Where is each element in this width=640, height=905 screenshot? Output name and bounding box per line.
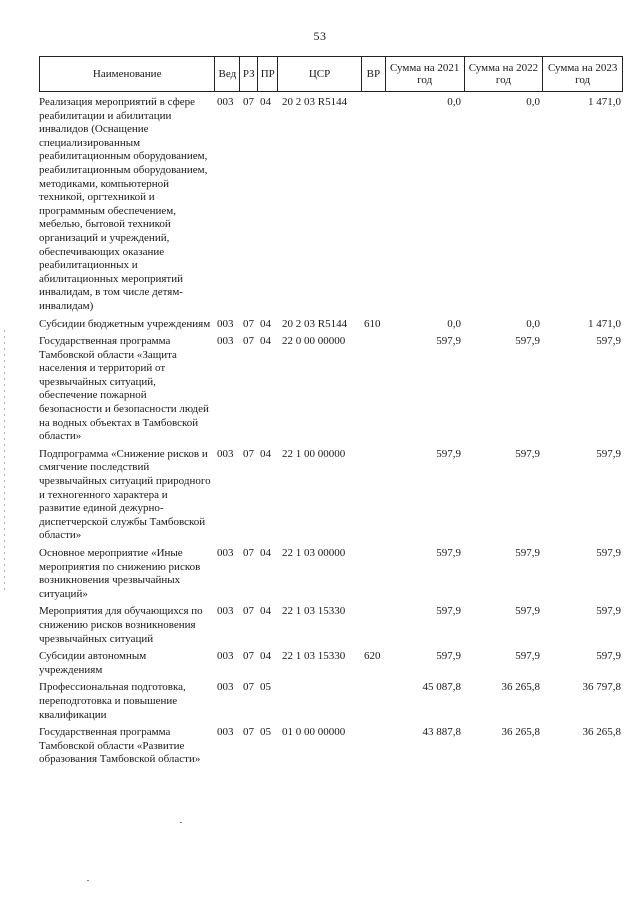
row-sum-2023: 597,9: [596, 547, 621, 559]
table-header: [39, 56, 623, 92]
row-rz: 07: [243, 96, 254, 108]
row-vr: [362, 726, 386, 767]
header-sum-2023: Сумма на 2023 год: [547, 62, 618, 86]
row-ved: 003: [217, 447, 234, 460]
row-sum-2023: 597,9: [596, 605, 621, 618]
row-vr: [362, 335, 386, 444]
row-rz: 07: [243, 681, 254, 694]
scan-speck: [180, 822, 182, 823]
row-vr: [362, 605, 386, 646]
row-pr: 04: [260, 547, 271, 559]
row-sum-2023: 597,9: [596, 447, 621, 460]
row-sum-2021: 597,9: [436, 335, 461, 348]
row-name: Мероприятия для обучающихся по снижению рисков возникновения чрезвычайных ситуаций: [39, 605, 203, 645]
table-row: [39, 547, 623, 601]
row-vr: [362, 448, 386, 543]
scan-speck: [87, 880, 89, 881]
row-sum-2021: 45 087,8: [422, 681, 461, 694]
row-sum-2023: 597,9: [596, 335, 621, 348]
row-sum-2022: 597,9: [515, 447, 540, 460]
row-pr: 04: [260, 605, 271, 618]
row-rz: 07: [243, 317, 254, 330]
row-ved: 003: [217, 681, 234, 694]
row-name: Субсидии бюджетным учреждениям: [39, 317, 211, 330]
row-sum-2022: 597,9: [515, 547, 540, 559]
row-sum-2021: 0,0: [447, 96, 461, 108]
row-sum-2022: 597,9: [515, 650, 540, 663]
row-rz: 07: [243, 726, 254, 739]
row-vr: 620: [364, 650, 381, 663]
page-number: 53: [313, 29, 327, 43]
header-ved: Вед: [215, 57, 240, 91]
row-pr: 04: [260, 447, 271, 460]
row-name: Государственная программа Тамбовской области «Защита населения и территорий от чрезвычайных ситуаций, обеспечение пожарной безопасности и безопасности людей на водных объектах в Тамбовской области»: [39, 335, 209, 443]
budget-table-body: [39, 96, 623, 771]
row-pr: 04: [260, 335, 271, 348]
row-rz: 07: [243, 547, 254, 559]
table-row: [39, 335, 623, 444]
header-name: Наименование: [40, 57, 215, 91]
row-csr: [278, 681, 362, 722]
row-pr: 05: [260, 726, 271, 739]
header-rz: РЗ: [240, 57, 258, 91]
table-row: [39, 726, 623, 767]
header-sum-2022: Сумма на 2022 год: [465, 57, 544, 91]
row-sum-2022: 0,0: [526, 317, 540, 330]
table-row: [39, 681, 623, 722]
row-csr: 22 1 03 00000: [282, 547, 346, 559]
row-name: Основное мероприятие «Иные мероприятия по снижению рисков возникновения чрезвычайных ситуаций»: [39, 547, 201, 600]
row-ved: 003: [217, 547, 234, 559]
row-sum-2023: 36 265,8: [582, 726, 621, 739]
row-rz: 07: [243, 650, 254, 663]
row-name: Субсидии автономным учреждениям: [39, 650, 147, 676]
row-rz: 07: [243, 447, 254, 460]
row-pr: 04: [260, 317, 271, 330]
row-csr: 01 0 00 00000: [282, 726, 346, 739]
row-vr: [362, 681, 386, 722]
row-sum-2021: 597,9: [436, 605, 461, 618]
row-csr: 20 2 03 R5144: [282, 317, 348, 330]
table-row: [39, 650, 623, 677]
table-row: [39, 318, 623, 332]
row-rz: 07: [243, 605, 254, 618]
row-pr: 04: [260, 650, 271, 663]
row-csr: 22 1 03 15330: [282, 650, 346, 663]
row-csr: 22 1 03 15330: [282, 605, 346, 618]
row-pr: 05: [260, 681, 271, 694]
row-vr: [362, 547, 386, 601]
row-ved: 003: [217, 726, 234, 739]
row-csr: 20 2 03 R5144: [282, 96, 348, 108]
row-vr: [362, 96, 386, 314]
row-ved: 003: [217, 317, 234, 330]
row-sum-2022: 597,9: [515, 335, 540, 348]
row-sum-2021: 43 887,8: [422, 726, 461, 739]
row-csr: 22 0 00 00000: [282, 335, 346, 348]
row-name: Подпрограмма «Снижение рисков и смягчение последствий чрезвычайных ситуаций природного и техногенного характера и развитие единой дежурно-диспетчерской службы Тамбовской области»: [39, 447, 211, 542]
row-sum-2022: 36 265,8: [501, 681, 540, 694]
row-vr: 610: [364, 317, 381, 330]
scan-edge-artifact: [4, 330, 5, 590]
row-ved: 003: [217, 605, 234, 618]
row-sum-2021: 597,9: [436, 447, 461, 460]
row-rz: 07: [243, 335, 254, 348]
row-ved: 003: [217, 335, 234, 348]
table-row: [39, 448, 623, 543]
row-sum-2022: 597,9: [515, 605, 540, 618]
row-sum-2023: 597,9: [596, 650, 621, 663]
row-sum-2022: 0,0: [526, 96, 540, 108]
row-pr: 04: [260, 96, 271, 108]
row-name: Профессиональная подготовка, переподготовка и повышение квалификации: [39, 681, 186, 721]
row-ved: 003: [217, 96, 234, 108]
row-name: Реализация мероприятий в сфере реабилитации и абилитации инвалидов (Оснащение специализированным реабилитационным оборудованием, реабилитационным оборудованием, методиками, компьютерной техникой, оргтехникой и программным обеспечением, мебелью, бытовой техникой организаций и учреждений, обеспечивающих оказание реабилитационных и абилитационных мероприятий инвалидам, в том числе детям-инвалидам): [39, 96, 208, 312]
table-row: [39, 96, 623, 314]
row-sum-2023: 36 797,8: [582, 681, 621, 694]
row-sum-2021: 597,9: [436, 650, 461, 663]
row-csr: 22 1 00 00000: [282, 447, 346, 460]
row-sum-2023: 1 471,0: [588, 317, 621, 330]
header-sum-2021: Сумма на 2021 год: [386, 57, 465, 91]
row-sum-2022: 36 265,8: [501, 726, 540, 739]
header-vr: ВР: [362, 57, 386, 91]
row-sum-2023: 1 471,0: [588, 96, 621, 108]
header-pr: ПР: [258, 57, 278, 91]
row-sum-2021: 0,0: [447, 317, 461, 330]
row-name: Государственная программа Тамбовской области «Развитие образования Тамбовской области»: [39, 726, 201, 766]
row-sum-2021: 597,9: [436, 547, 461, 559]
row-ved: 003: [217, 650, 234, 663]
table-row: [39, 605, 623, 646]
header-csr: ЦСР: [278, 57, 362, 91]
